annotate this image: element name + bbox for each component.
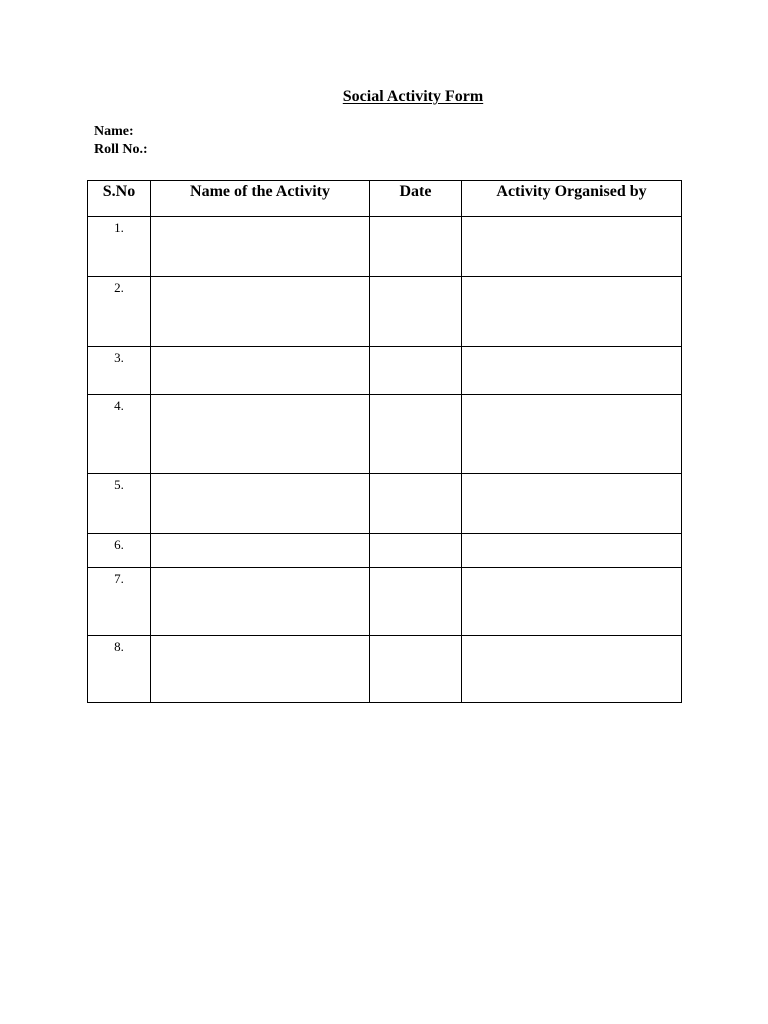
date-cell[interactable] bbox=[370, 636, 462, 703]
row-sno: 7. bbox=[88, 568, 151, 636]
row-sno: 5. bbox=[88, 474, 151, 534]
header-date: Date bbox=[370, 181, 462, 217]
organised-by-cell[interactable] bbox=[462, 534, 682, 568]
table-row bbox=[88, 395, 682, 474]
organised-by-cell[interactable] bbox=[462, 636, 682, 703]
row-sno: 3. bbox=[88, 347, 151, 395]
row-sno: 4. bbox=[88, 395, 151, 474]
date-cell[interactable] bbox=[370, 568, 462, 636]
date-cell[interactable] bbox=[370, 474, 462, 534]
roll-number-field-label: Roll No.: bbox=[94, 142, 148, 157]
header-organised-by: Activity Organised by bbox=[462, 181, 682, 217]
header-activity-name: Name of the Activity bbox=[151, 181, 370, 217]
activity-name-cell[interactable] bbox=[151, 347, 370, 395]
row-sno: 2. bbox=[88, 277, 151, 347]
row-sno: 8. bbox=[88, 636, 151, 703]
name-field-label: Name: bbox=[94, 124, 134, 139]
date-cell[interactable] bbox=[370, 277, 462, 347]
date-cell[interactable] bbox=[370, 534, 462, 568]
table-row bbox=[88, 217, 682, 277]
table-row bbox=[88, 347, 682, 395]
date-cell[interactable] bbox=[370, 217, 462, 277]
row-sno: 6. bbox=[88, 534, 151, 568]
header-sno: S.No bbox=[88, 181, 151, 217]
table-header-row bbox=[88, 181, 682, 217]
organised-by-cell[interactable] bbox=[462, 347, 682, 395]
date-cell[interactable] bbox=[370, 347, 462, 395]
table-row bbox=[88, 636, 682, 703]
table-row bbox=[88, 534, 682, 568]
activity-name-cell[interactable] bbox=[151, 395, 370, 474]
organised-by-cell[interactable] bbox=[462, 474, 682, 534]
activity-name-cell[interactable] bbox=[151, 534, 370, 568]
organised-by-cell[interactable] bbox=[462, 277, 682, 347]
activity-table bbox=[87, 180, 682, 703]
organised-by-cell[interactable] bbox=[462, 217, 682, 277]
table-row bbox=[88, 277, 682, 347]
table-row bbox=[88, 474, 682, 534]
organised-by-cell[interactable] bbox=[462, 395, 682, 474]
organised-by-cell[interactable] bbox=[462, 568, 682, 636]
activity-name-cell[interactable] bbox=[151, 636, 370, 703]
activity-name-cell[interactable] bbox=[151, 277, 370, 347]
activity-name-cell[interactable] bbox=[151, 474, 370, 534]
row-sno: 1. bbox=[88, 217, 151, 277]
table-row bbox=[88, 568, 682, 636]
activity-name-cell[interactable] bbox=[151, 568, 370, 636]
form-title: Social Activity Form bbox=[342, 88, 484, 105]
activity-name-cell[interactable] bbox=[151, 217, 370, 277]
date-cell[interactable] bbox=[370, 395, 462, 474]
